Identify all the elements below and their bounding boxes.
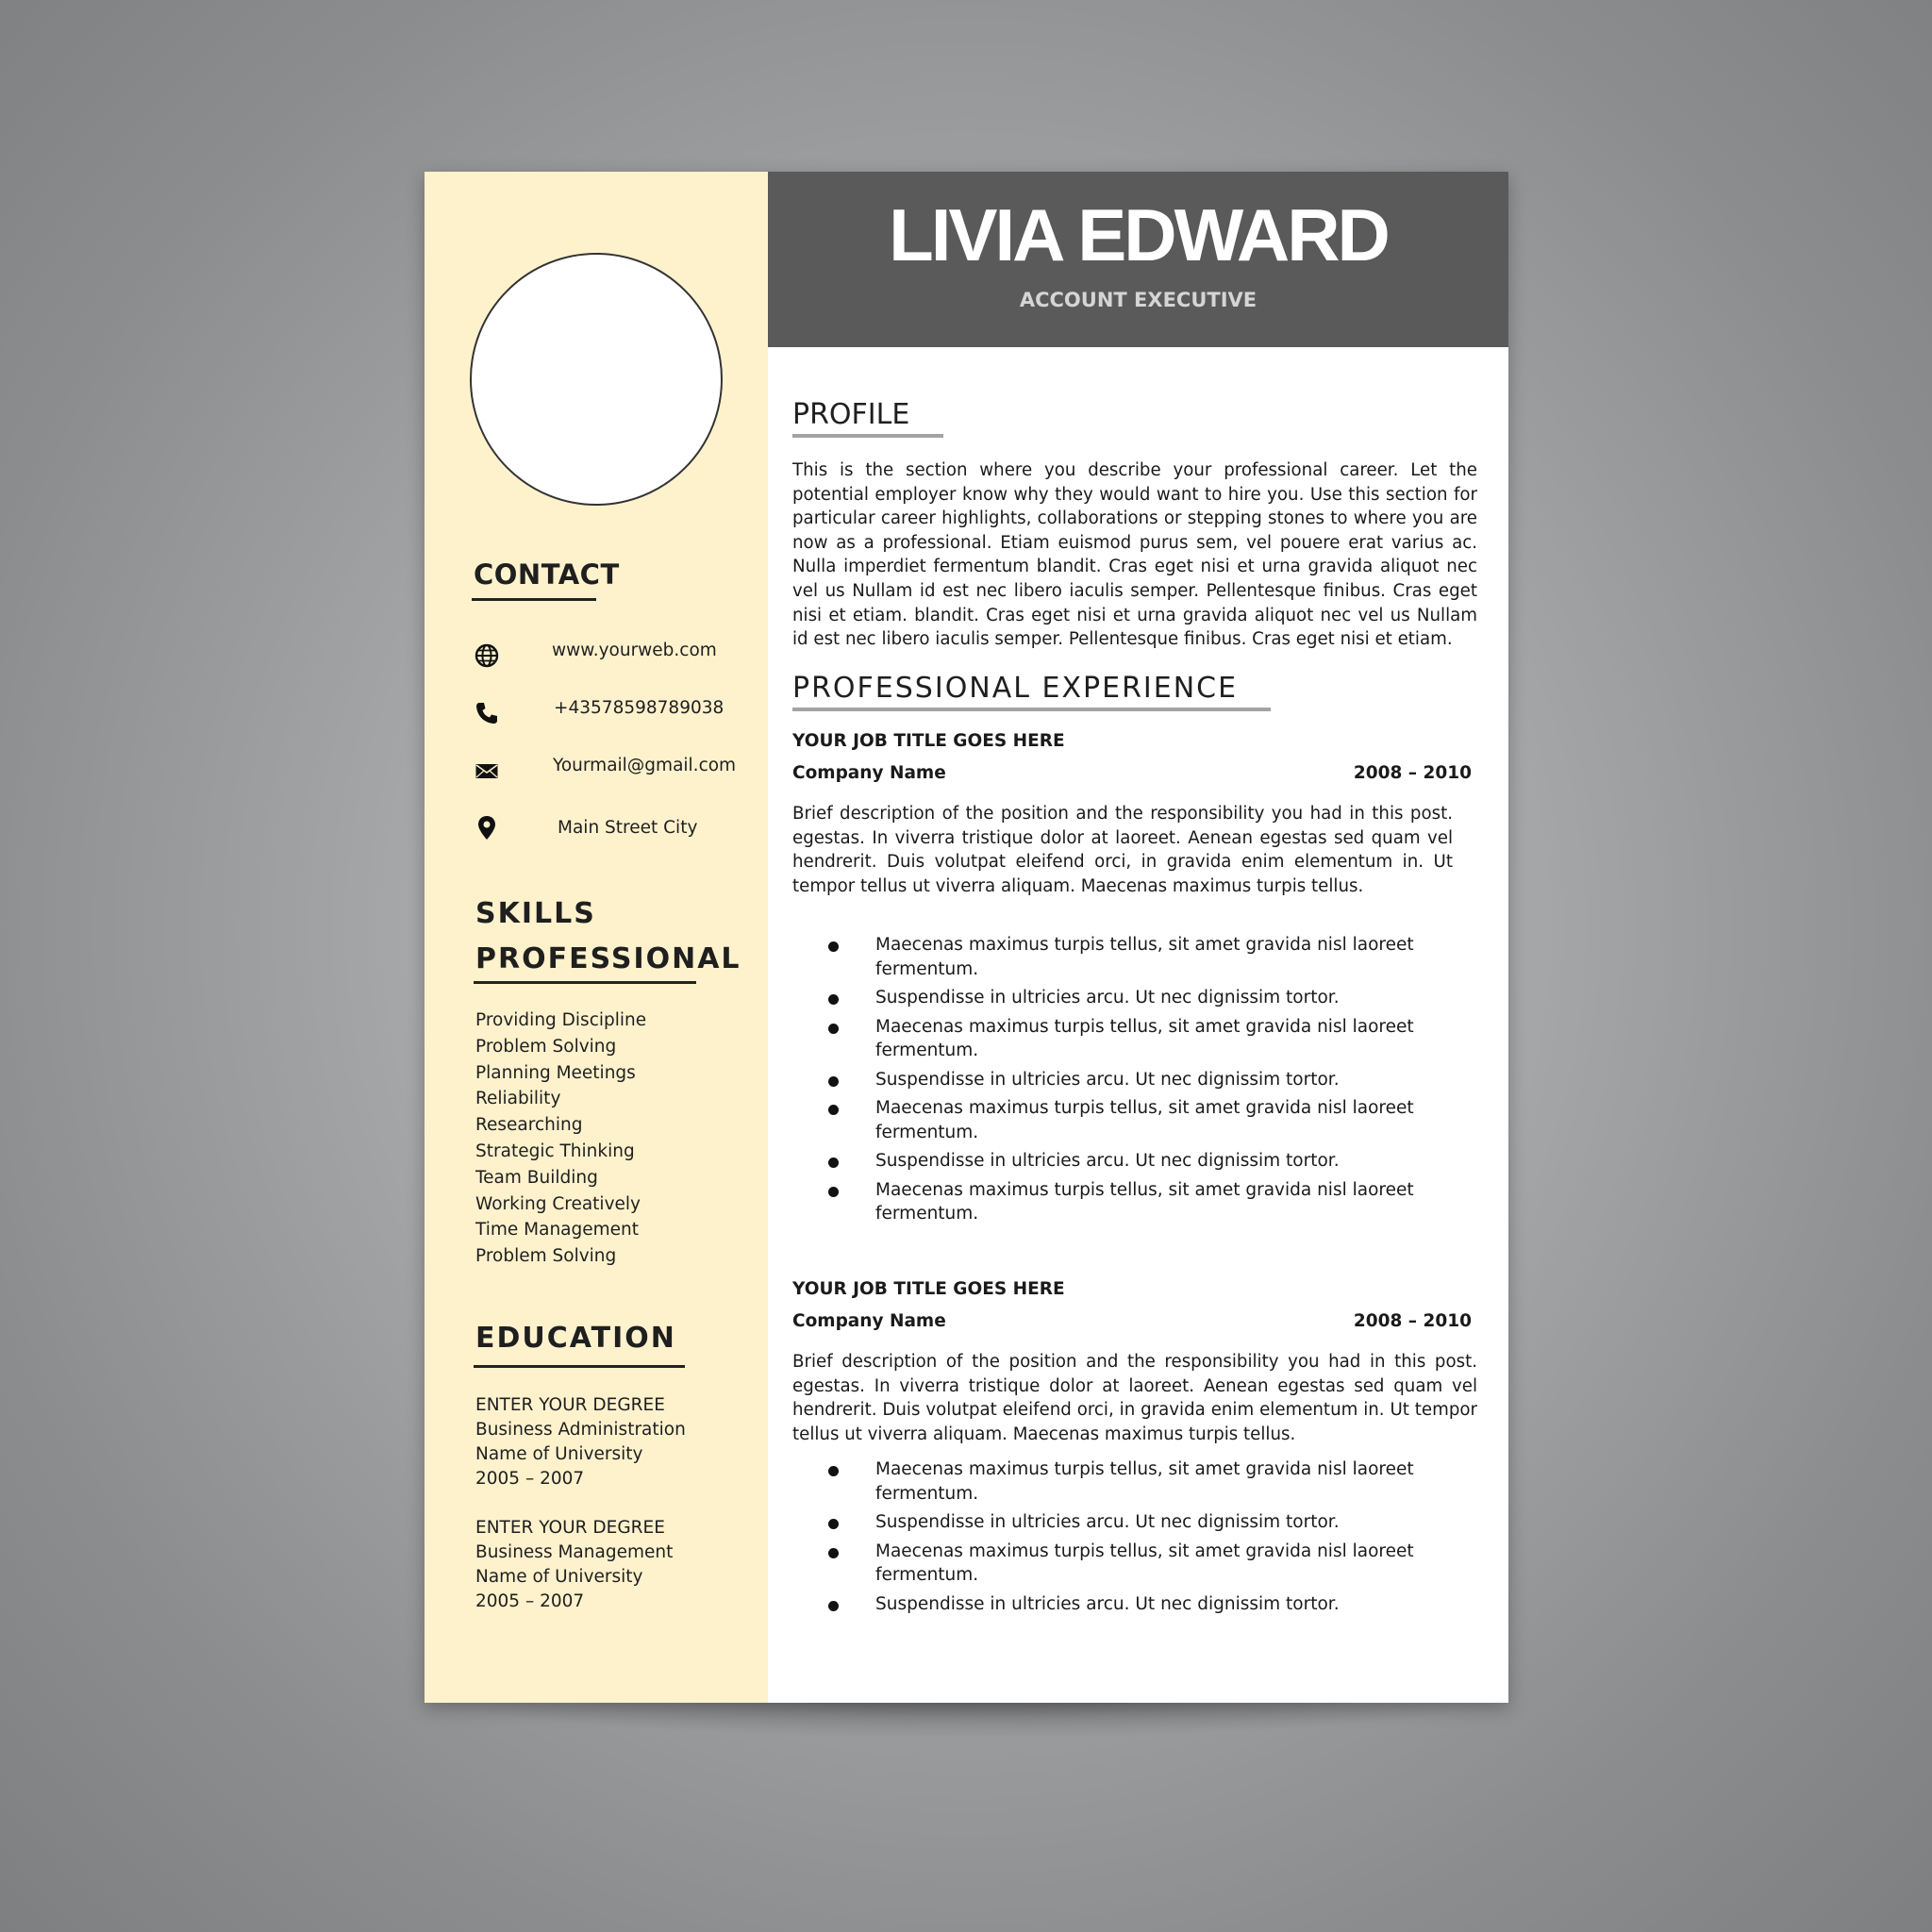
bullet-dot-icon xyxy=(828,1105,839,1115)
job-bullet: Maecenas maximus turpis tellus, sit amet gravida nisl laoreet fermentum. xyxy=(828,1096,1432,1144)
company-line xyxy=(792,1311,1472,1331)
experience-heading-rule xyxy=(792,708,1271,711)
contact-phone xyxy=(470,698,753,726)
experience-heading: PROFESSIONAL EXPERIENCE xyxy=(792,672,1239,705)
contact-website-text: www.yourweb.com xyxy=(552,641,717,660)
skill-item: Time Management xyxy=(475,1220,640,1241)
contact-heading-rule xyxy=(472,598,596,601)
education-field: Business Administration xyxy=(475,1420,686,1440)
skill-item: Problem Solving xyxy=(475,1246,617,1267)
phone-icon xyxy=(474,700,500,726)
bullet-dot-icon xyxy=(828,1158,839,1168)
skill-item: Planning Meetings xyxy=(475,1062,636,1083)
job-title: YOUR JOB TITLE GOES HERE xyxy=(792,1279,1065,1299)
resume-sheet xyxy=(425,172,1508,1703)
job-bullet: Maecenas maximus turpis tellus, sit amet gravida nisl laoreet fermentum. xyxy=(828,1540,1432,1588)
job-bullet: Suspendisse in ultricies arcu. Ut nec dignissim tortor. xyxy=(828,1068,1432,1092)
skill-item: Team Building xyxy=(475,1167,598,1188)
job-bullet: Maecenas maximus turpis tellus, sit amet gravida nisl laoreet fermentum. xyxy=(828,1015,1432,1063)
profile-heading-rule xyxy=(792,434,943,438)
profile-text: This is the section where you describe your professional career. Let the potential employer know why they would want to hire you. Use this section for particular career highlights, collaborations or stepping stones to where you are now as a professional. Etiam euismod purus sem, vel pouere erat varius ac. Nulla imperdiet fermentum blandit. Cras eget nisi et urna gravida aliquot nec vel us Nullam id est nec libero iaculis semper. Pellentesque finibus. Cras eget nisi et etiam. blandit. Cras eget nisi et urna gravida aliquot nec vel us Nullam id est nec libero iaculis semper. Pellentesque finibus. Cras eget nisi et etiam. xyxy=(792,460,1477,650)
education-degree: ENTER YOUR DEGREE xyxy=(475,1518,665,1538)
education-years: 2005 – 2007 xyxy=(475,1469,585,1489)
job-dates: 2008 – 2010 xyxy=(1353,1311,1472,1331)
job-bullet: Suspendisse in ultricies arcu. Ut nec dignissim tortor. xyxy=(828,1510,1432,1535)
job-bullet: Maecenas maximus turpis tellus, sit amet gravida nisl laoreet fermentum. xyxy=(828,1178,1432,1226)
name-header xyxy=(768,172,1508,347)
location-pin-icon xyxy=(474,814,500,841)
education-school: Name of University xyxy=(475,1567,643,1587)
education-field: Business Management xyxy=(475,1542,674,1562)
contact-phone-text: +43578598789038 xyxy=(554,698,724,718)
job-description: Brief description of the position and the responsibility you had in this post. egestas. In viverra tristique dolor at laoreet. Aenean egestas sed quam vel hendrerit. Duis volutpat eleifend orci, in gravida enim elementum in. Ut tempor tellus ut viverra aliquam. Maecenas maximus turpis tellus. xyxy=(792,1352,1477,1444)
education-school: Name of University xyxy=(475,1444,643,1464)
bullet-dot-icon xyxy=(828,1076,839,1087)
education-degree: ENTER YOUR DEGREE xyxy=(475,1395,665,1415)
contact-email-text: Yourmail@gmail.com xyxy=(553,756,737,775)
job-bullet: Suspendisse in ultricies arcu. Ut nec dignissim tortor. xyxy=(828,1592,1432,1617)
job-bullets xyxy=(828,933,1432,1231)
bullet-dot-icon xyxy=(828,1187,839,1197)
skill-item: Problem Solving xyxy=(475,1036,617,1057)
skill-item: Reliability xyxy=(475,1089,561,1109)
skills-heading-line1: SKILLS xyxy=(475,897,596,930)
contact-website xyxy=(470,641,753,669)
company-name: Company Name xyxy=(792,1311,946,1331)
globe-icon xyxy=(474,642,500,669)
job-bullet: Suspendisse in ultricies arcu. Ut nec dignissim tortor. xyxy=(828,1149,1432,1174)
skills-list xyxy=(475,1008,646,1270)
profile-photo-placeholder xyxy=(470,253,723,506)
skill-item: Providing Discipline xyxy=(475,1010,647,1030)
candidate-title: ACCOUNT EXECUTIVE xyxy=(1019,289,1257,311)
contact-address xyxy=(470,818,753,846)
bullet-dot-icon xyxy=(828,1548,839,1558)
bullet-dot-icon xyxy=(828,1519,839,1529)
job-title: YOUR JOB TITLE GOES HERE xyxy=(792,731,1065,751)
education-heading-rule xyxy=(474,1365,685,1368)
skill-item: Working Creatively xyxy=(475,1193,641,1214)
job-dates: 2008 – 2010 xyxy=(1353,763,1472,783)
bullet-dot-icon xyxy=(828,1466,839,1476)
education-heading: EDUCATION xyxy=(475,1322,676,1355)
envelope-icon xyxy=(474,758,500,784)
company-line xyxy=(792,763,1472,783)
education-entry xyxy=(475,1393,686,1491)
sidebar xyxy=(425,172,768,1703)
job-description: Brief description of the position and the responsibility you had in this post. egestas. In viverra tristique dolor at laoreet. Aenean egestas sed quam vel hendrerit. Duis volutpat eleifend orci, in gravida enim elementum in. Ut tempor tellus ut viverra aliquam. Maecenas maximus turpis tellus. xyxy=(792,804,1453,896)
skills-heading-rule xyxy=(474,981,696,984)
company-name: Company Name xyxy=(792,763,946,783)
bullet-dot-icon xyxy=(828,994,839,1005)
job-bullets xyxy=(828,1457,1432,1621)
bullet-dot-icon xyxy=(828,941,839,952)
bullet-dot-icon xyxy=(828,1024,839,1034)
education-entry xyxy=(475,1516,673,1614)
skill-item: Strategic Thinking xyxy=(475,1141,635,1161)
job-bullet: Suspendisse in ultricies arcu. Ut nec dignissim tortor. xyxy=(828,986,1432,1010)
candidate-name: LIVIA EDWARD xyxy=(889,193,1388,276)
bullet-dot-icon xyxy=(828,1601,839,1611)
job-bullet: Maecenas maximus turpis tellus, sit amet gravida nisl laoreet fermentum. xyxy=(828,1457,1432,1506)
job-bullet: Maecenas maximus turpis tellus, sit amet gravida nisl laoreet fermentum. xyxy=(828,933,1432,981)
contact-heading: CONTACT xyxy=(474,558,620,591)
profile-heading: PROFILE xyxy=(792,398,910,431)
skills-heading-line2: PROFESSIONAL xyxy=(475,942,741,975)
skill-item: Researching xyxy=(475,1115,583,1136)
education-years: 2005 – 2007 xyxy=(475,1591,585,1611)
contact-email xyxy=(470,756,753,784)
contact-address-text: Main Street City xyxy=(558,818,698,838)
